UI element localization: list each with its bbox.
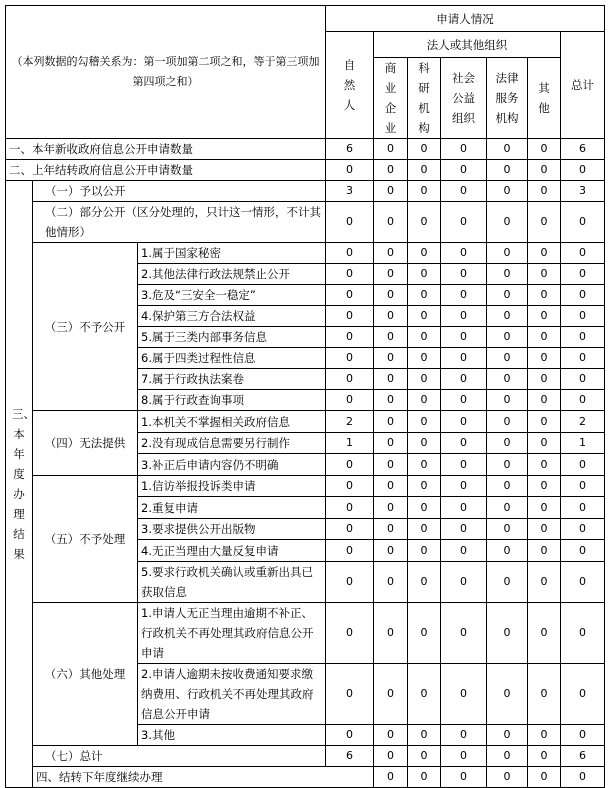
cell-value: 0 (441, 306, 487, 327)
cell-value: 0 (374, 497, 408, 519)
cell-value: 0 (487, 767, 528, 788)
group-label: （五）不予处理 (33, 476, 138, 603)
cell-value: 0 (326, 519, 374, 540)
row-label: 3.要求提供公开出版物 (138, 519, 326, 540)
cell-value: 0 (408, 181, 441, 202)
cell-value: 0 (487, 202, 528, 243)
cell-value: 0 (441, 411, 487, 433)
header-legal-org-group: 法人或其他组织 (374, 32, 561, 58)
cell-value: 0 (441, 767, 487, 788)
cell-value: 0 (441, 390, 487, 411)
header-public-welfare-org-text: 社会公益组织 (452, 71, 475, 125)
header-natural-person-text: 自然人 (343, 58, 356, 112)
cell-value: 0 (441, 181, 487, 202)
cell-value: 0 (561, 202, 605, 243)
cell-value: 0 (487, 497, 528, 519)
cell-value: 0 (326, 725, 374, 746)
cell-value: 0 (374, 327, 408, 348)
row-label: 8.属于行政查询事项 (138, 390, 326, 411)
cell-value: 0 (374, 181, 408, 202)
cell-value: 0 (487, 139, 528, 160)
header-natural-person (326, 32, 374, 139)
cell-value: 0 (487, 243, 528, 264)
table-row (6, 411, 605, 433)
header-commercial-enterprise-text: 商业企业 (384, 61, 397, 135)
table-row (6, 603, 605, 664)
row-label: 1.属于国家秘密 (138, 243, 326, 264)
cell-value: 0 (487, 519, 528, 540)
cell-value: 0 (326, 264, 374, 285)
row-label: 一、本年新收政府信息公开申请数量 (6, 139, 326, 160)
cell-value: 0 (408, 264, 441, 285)
cell-value: 0 (408, 433, 441, 454)
cell-value: 0 (441, 433, 487, 454)
cell-value: 0 (528, 746, 561, 767)
cell-value: 0 (561, 767, 605, 788)
cell-value: 0 (408, 306, 441, 327)
cell-value: 0 (528, 433, 561, 454)
cell-value: 0 (441, 285, 487, 306)
row-label: 3.其他 (138, 725, 326, 746)
cell-value: 0 (326, 327, 374, 348)
cell-value: 0 (487, 306, 528, 327)
row-label: 5.要求行政机关确认或重新出具已获取信息 (138, 562, 326, 603)
cell-value: 0 (561, 519, 605, 540)
cell-value: 0 (374, 725, 408, 746)
cell-value: 0 (374, 767, 408, 788)
cell-value: 0 (374, 476, 408, 497)
header-research-institution (408, 58, 441, 139)
cell-value: 0 (528, 306, 561, 327)
cell-value: 0 (326, 562, 374, 603)
cell-value: 0 (326, 540, 374, 562)
cell-value: 0 (374, 746, 408, 767)
table-row (6, 160, 605, 181)
cell-value: 0 (487, 664, 528, 725)
cell-value: 0 (561, 390, 605, 411)
cell-value: 0 (374, 411, 408, 433)
cell-value: 0 (528, 519, 561, 540)
cell-value: 0 (528, 603, 561, 664)
cell-value: 0 (408, 348, 441, 369)
table-row (6, 181, 605, 202)
cell-value: 0 (374, 540, 408, 562)
cell-value: 0 (441, 497, 487, 519)
row-label: 1.申请人无正当理由逾期不补正、行政机关不再处理其政府信息公开申请 (138, 603, 326, 664)
cell-value: 0 (561, 497, 605, 519)
row-label: （一）予以公开 (33, 181, 326, 202)
cell-value: 0 (441, 348, 487, 369)
cell-value: 0 (441, 746, 487, 767)
cell-value: 0 (408, 160, 441, 181)
cell-value: 0 (326, 664, 374, 725)
cell-value: 0 (487, 540, 528, 562)
cell-value: 0 (374, 306, 408, 327)
header-public-welfare-org (441, 58, 487, 139)
header-other-text: 其他 (538, 81, 550, 115)
row-label: 3.补正后申请内容仍不明确 (138, 454, 326, 476)
cell-value: 0 (561, 664, 605, 725)
row-label: 1.本机关不掌握相关政府信息 (138, 411, 326, 433)
cell-value: 0 (408, 139, 441, 160)
cell-value: 0 (487, 411, 528, 433)
cell-value: 0 (528, 348, 561, 369)
row-label: 1.信访举报投诉类申请 (138, 476, 326, 497)
cell-value: 0 (441, 264, 487, 285)
cell-value: 6 (561, 139, 605, 160)
table-row (6, 243, 605, 264)
cell-value: 0 (374, 243, 408, 264)
cell-value: 0 (487, 725, 528, 746)
cell-value: 0 (528, 540, 561, 562)
cell-value: 0 (326, 243, 374, 264)
cell-value: 0 (408, 476, 441, 497)
cell-value: 0 (528, 497, 561, 519)
cell-value: 0 (528, 476, 561, 497)
cell-value: 0 (441, 725, 487, 746)
cell-value: 0 (561, 562, 605, 603)
cell-value: 2 (561, 411, 605, 433)
cell-value: 0 (561, 540, 605, 562)
cell-value: 0 (408, 725, 441, 746)
cell-value: 0 (408, 285, 441, 306)
cell-value: 0 (408, 519, 441, 540)
cell-value: 0 (441, 454, 487, 476)
row-label: 4.无正当理由大量反复申请 (138, 540, 326, 562)
cell-value: 1 (561, 433, 605, 454)
cell-value: 0 (487, 181, 528, 202)
cell-value: 0 (374, 285, 408, 306)
cell-value: 0 (441, 243, 487, 264)
cell-value: 0 (561, 306, 605, 327)
header-note: （本列数据的勾稽关系为：第一项加第二项之和，等于第三项加第四项之和） (6, 6, 326, 139)
cell-value: 0 (561, 348, 605, 369)
cell-value: 0 (374, 390, 408, 411)
cell-value: 0 (441, 476, 487, 497)
cell-value: 0 (374, 519, 408, 540)
cell-value: 3 (326, 181, 374, 202)
cell-value: 0 (528, 160, 561, 181)
header-other (528, 58, 561, 139)
cell-value: 0 (326, 348, 374, 369)
cell-value: 6 (326, 139, 374, 160)
cell-value: 0 (561, 454, 605, 476)
cell-value: 0 (326, 369, 374, 390)
row-label: 二、上年结转政府信息公开申请数量 (6, 160, 326, 181)
gov-info-disclosure-table (5, 5, 605, 788)
cell-value: 0 (528, 264, 561, 285)
table-row (6, 767, 605, 788)
cell-value: 0 (441, 519, 487, 540)
cell-value: 0 (528, 725, 561, 746)
cell-value: 0 (528, 285, 561, 306)
cell-value: 0 (408, 497, 441, 519)
cell-value: 0 (528, 562, 561, 603)
cell-value: 0 (408, 390, 441, 411)
cell-value: 0 (561, 285, 605, 306)
cell-value: 0 (408, 562, 441, 603)
row-label: 4.保护第三方合法权益 (138, 306, 326, 327)
cell-value: 0 (374, 454, 408, 476)
cell-value: 0 (528, 369, 561, 390)
cell-value: 0 (374, 603, 408, 664)
row-label: 3.危及“三安全一稳定” (138, 285, 326, 306)
table-row (6, 202, 605, 243)
section3-label (6, 181, 33, 788)
table-row (6, 746, 605, 767)
cell-value: 0 (441, 603, 487, 664)
cell-value: 0 (408, 202, 441, 243)
cell-value: 0 (528, 202, 561, 243)
cell-value: 0 (408, 243, 441, 264)
cell-value: 0 (408, 327, 441, 348)
cell-value: 0 (528, 243, 561, 264)
row-label: 2.其他法律行政法规禁止公开 (138, 264, 326, 285)
cell-value: 0 (487, 327, 528, 348)
cell-value: 0 (326, 497, 374, 519)
cell-value: 0 (561, 327, 605, 348)
cell-value: 0 (408, 746, 441, 767)
group-label: （四）无法提供 (33, 411, 138, 476)
cell-value: 0 (374, 202, 408, 243)
row-label: 2.重复申请 (138, 497, 326, 519)
row-label: 四、结转下年度继续办理 (33, 767, 374, 788)
cell-value: 0 (487, 433, 528, 454)
cell-value: 0 (374, 139, 408, 160)
cell-value: 0 (528, 139, 561, 160)
row-label: 6.属于四类过程性信息 (138, 348, 326, 369)
row-label: （二）部分公开（区分处理的，只计这一情形，不计其他情形） (33, 202, 326, 243)
group-label: （六）其他处理 (33, 603, 138, 746)
cell-value: 0 (487, 476, 528, 497)
cell-value: 0 (441, 202, 487, 243)
cell-value: 1 (326, 433, 374, 454)
cell-value: 0 (326, 285, 374, 306)
cell-value: 0 (326, 603, 374, 664)
cell-value: 0 (487, 264, 528, 285)
cell-value: 0 (441, 369, 487, 390)
cell-value: 0 (374, 664, 408, 725)
cell-value: 0 (408, 411, 441, 433)
cell-value: 0 (441, 327, 487, 348)
cell-value: 0 (441, 562, 487, 603)
cell-value: 0 (408, 369, 441, 390)
cell-value: 0 (561, 369, 605, 390)
cell-value: 0 (487, 369, 528, 390)
cell-value: 0 (374, 160, 408, 181)
header-legal-service-org-text: 法律服务机构 (495, 71, 519, 125)
cell-value: 0 (408, 767, 441, 788)
cell-value: 0 (326, 202, 374, 243)
cell-value: 0 (374, 433, 408, 454)
row-label: 7.属于行政执法案卷 (138, 369, 326, 390)
cell-value: 0 (487, 562, 528, 603)
row-label: 2.申请人逾期未按收费通知要求缴纳费用、行政机关不再处理其政府信息公开申请 (138, 664, 326, 725)
cell-value: 0 (487, 348, 528, 369)
cell-value: 0 (487, 603, 528, 664)
table-row (6, 476, 605, 497)
cell-value: 6 (326, 746, 374, 767)
cell-value: 0 (528, 327, 561, 348)
cell-value: 0 (441, 139, 487, 160)
cell-value: 0 (408, 603, 441, 664)
cell-value: 0 (326, 306, 374, 327)
cell-value: 0 (561, 603, 605, 664)
cell-value: 0 (441, 160, 487, 181)
row-label: （七）总计 (33, 746, 326, 767)
header-total: 总计 (561, 32, 605, 139)
cell-value: 0 (441, 540, 487, 562)
cell-value: 0 (326, 476, 374, 497)
cell-value: 0 (528, 411, 561, 433)
row-label: 5.属于三类内部事务信息 (138, 327, 326, 348)
cell-value: 0 (561, 243, 605, 264)
cell-value: 0 (487, 746, 528, 767)
table-row (6, 139, 605, 160)
cell-value: 0 (561, 160, 605, 181)
cell-value: 0 (408, 664, 441, 725)
cell-value: 0 (326, 454, 374, 476)
cell-value: 0 (374, 264, 408, 285)
group-label: （三）不予公开 (33, 243, 138, 411)
cell-value: 0 (487, 454, 528, 476)
header-commercial-enterprise (374, 58, 408, 139)
cell-value: 0 (561, 264, 605, 285)
cell-value: 2 (326, 411, 374, 433)
cell-value: 0 (374, 348, 408, 369)
cell-value: 0 (528, 454, 561, 476)
cell-value: 0 (487, 390, 528, 411)
cell-value: 0 (528, 390, 561, 411)
cell-value: 0 (561, 725, 605, 746)
cell-value: 0 (528, 767, 561, 788)
header-applicant-situation: 申请人情况 (326, 6, 605, 32)
header-research-institution-text: 科研机构 (418, 61, 430, 135)
cell-value: 0 (487, 285, 528, 306)
cell-value: 0 (487, 160, 528, 181)
cell-value: 0 (441, 664, 487, 725)
cell-value: 0 (374, 562, 408, 603)
cell-value: 0 (374, 369, 408, 390)
cell-value: 0 (408, 454, 441, 476)
cell-value: 0 (528, 181, 561, 202)
cell-value: 0 (408, 540, 441, 562)
cell-value: 3 (561, 181, 605, 202)
cell-value: 0 (326, 390, 374, 411)
cell-value: 0 (561, 476, 605, 497)
cell-value: 0 (528, 664, 561, 725)
cell-value: 0 (326, 160, 374, 181)
cell-value: 6 (561, 746, 605, 767)
row-label: 2.没有现成信息需要另行制作 (138, 433, 326, 454)
section3-label-text: 三、本年度办理结果 (12, 407, 35, 561)
header-legal-service-org (487, 58, 528, 139)
